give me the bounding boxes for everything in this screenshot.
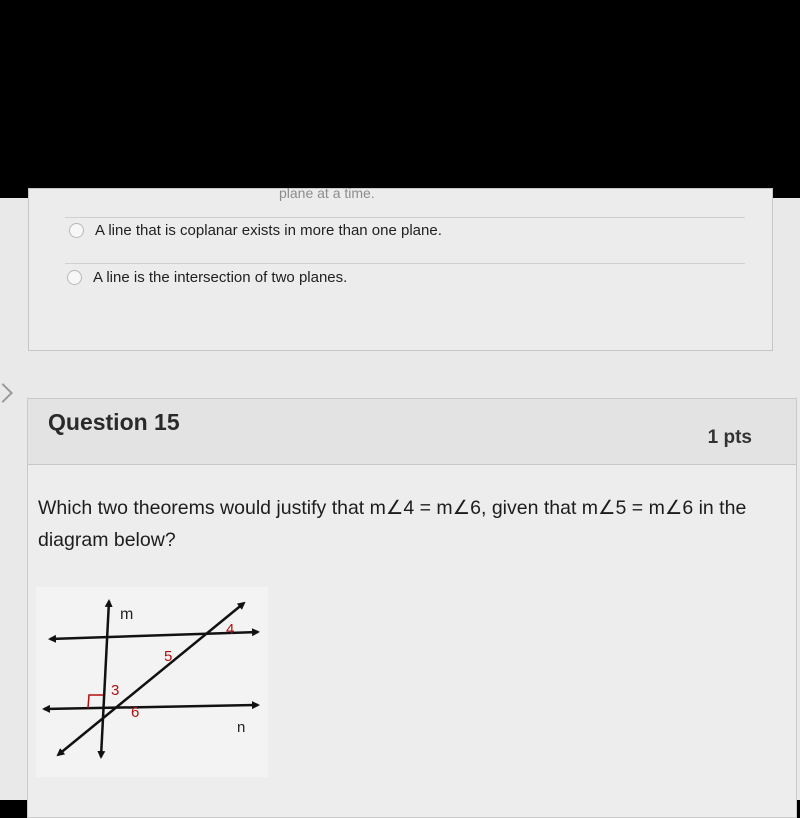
radio-button[interactable] (69, 223, 84, 238)
right-angle-mark (88, 695, 103, 708)
cut-off-option-text: plane at a time. (279, 185, 375, 201)
chevron-right-icon[interactable] (0, 383, 13, 403)
transversal-line (58, 603, 244, 755)
answer-option[interactable] (69, 222, 442, 239)
angle-5-label: 5 (164, 648, 173, 665)
radio-button[interactable] (67, 270, 82, 285)
question-points: 1 pts (707, 427, 752, 448)
line-n-label: n (237, 719, 246, 736)
option-divider (65, 263, 745, 264)
question-text: Which two theorems would justify that m∠4 = m∠6, given that m∠5 = m∠6 in the diagram below? (38, 497, 747, 551)
question-card (27, 398, 797, 818)
question-title: Question 15 (48, 409, 180, 435)
angle-3-label: 3 (111, 682, 120, 699)
geometry-diagram (36, 587, 268, 777)
answer-option[interactable] (67, 269, 347, 286)
line-m (101, 601, 109, 757)
option-divider (65, 217, 745, 218)
diagram-svg (36, 587, 268, 777)
angle-4-label: 4 (226, 621, 235, 638)
option-label: A line that is coplanar exists in more than one plane. (95, 222, 442, 239)
question-header (28, 399, 796, 465)
option-label: A line is the intersection of two planes. (93, 269, 348, 286)
previous-question-card (28, 185, 773, 351)
line-n (44, 705, 258, 709)
line-m-label: m (120, 606, 134, 623)
angle-6-label: 6 (131, 704, 140, 721)
quiz-page (0, 185, 800, 800)
